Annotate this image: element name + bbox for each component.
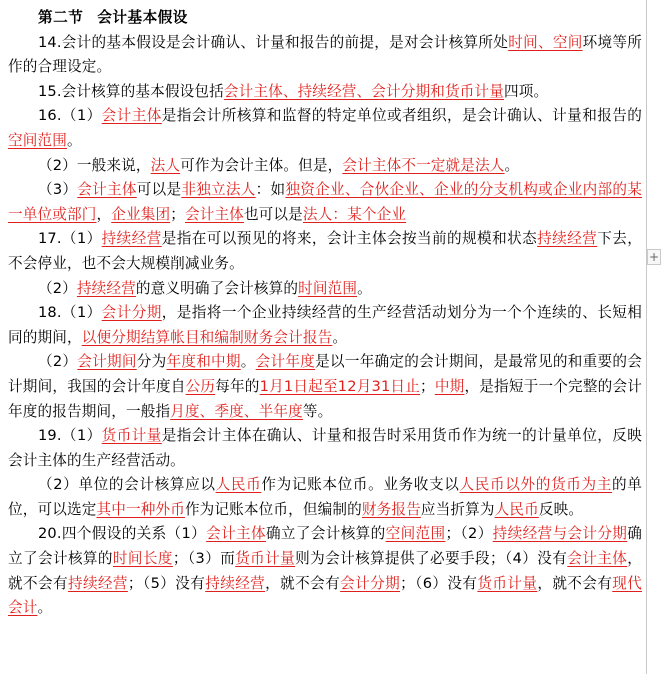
highlighted-term: 独资企业、合伙企业、企业的分支机构或企业内部的某一单位或部门 bbox=[8, 181, 642, 223]
paragraph bbox=[8, 104, 642, 153]
paragraph bbox=[8, 350, 642, 424]
highlighted-term: 会计期间 bbox=[77, 353, 137, 371]
highlighted-term: 月度、季度、半年度 bbox=[170, 402, 303, 420]
highlighted-term: 货币计量 bbox=[235, 550, 296, 568]
text-run: 。 bbox=[240, 353, 256, 371]
highlighted-term: 持续经营 bbox=[101, 230, 162, 248]
paragraph bbox=[8, 178, 642, 227]
text-run: 确立了会计核算的 bbox=[8, 525, 643, 568]
text-run: ，就不会有 bbox=[537, 574, 613, 592]
text-run: 反映。 bbox=[538, 500, 584, 518]
highlighted-term: 持续经营 bbox=[537, 230, 598, 248]
text-run: 则为会计核算提供了必要手段；（4）没有 bbox=[295, 550, 568, 568]
text-run: 环境等所作的合理设定。 bbox=[8, 33, 642, 76]
text-run: ；（6）没有 bbox=[400, 574, 478, 592]
text-run: ； bbox=[420, 377, 435, 395]
highlighted-term: 企业集团 bbox=[111, 205, 171, 223]
text-run: ：如 bbox=[255, 181, 286, 199]
highlighted-term: 公历 bbox=[185, 377, 216, 395]
highlighted-term: 空间范围 bbox=[8, 131, 67, 149]
highlighted-term: 货币计量 bbox=[101, 427, 162, 445]
section-title: 会计基本假设 bbox=[97, 9, 188, 26]
text-run: 是以一年确定的会计期间，是最常见的和重要的会计期间，我国的会计年度自 bbox=[8, 353, 642, 395]
text-run: 的单位，可以选定 bbox=[8, 476, 642, 518]
text-run: 20.四个假设的关系（1） bbox=[38, 525, 207, 543]
text-run: （3） bbox=[38, 181, 78, 199]
highlighted-term: 1月1日起至12月31日止 bbox=[259, 377, 421, 395]
paragraph bbox=[8, 522, 642, 620]
text-run: ， bbox=[96, 205, 112, 223]
text-run: 分为 bbox=[136, 353, 167, 371]
paragraph bbox=[8, 31, 642, 80]
highlighted-term: 持续经营 bbox=[76, 279, 136, 297]
text-run: ；（5）没有 bbox=[127, 574, 206, 592]
text-run: 14.会计的基本假设是会计确认、计量和报告的前提，是对会计核算所处 bbox=[38, 33, 509, 51]
text-run: （2） bbox=[38, 279, 77, 297]
text-run: 。 bbox=[66, 131, 82, 149]
text-run: 19.（1） bbox=[38, 427, 102, 445]
text-run: 。 bbox=[37, 599, 53, 617]
section-number: 第二节 bbox=[38, 9, 84, 26]
highlighted-term: 其中一种外币 bbox=[96, 500, 185, 518]
text-run: 可作为会计主体。但是， bbox=[180, 156, 343, 174]
text-run: ；（2） bbox=[445, 525, 493, 543]
text-run: （2） bbox=[38, 353, 78, 371]
paragraph bbox=[8, 277, 642, 302]
text-run: ，是指将一个企业持续经营的生产经营活动划分为一个个连续的、长短相同的期间， bbox=[8, 304, 642, 346]
highlighted-term: 现代会计 bbox=[8, 574, 642, 617]
highlighted-term: 持续经营与会计分期 bbox=[492, 525, 628, 543]
highlighted-term: 时间范围 bbox=[298, 279, 358, 297]
paragraph bbox=[8, 80, 642, 105]
highlighted-term: 法人 bbox=[150, 156, 181, 174]
highlighted-term: 会计主体不一定就是法人 bbox=[342, 156, 505, 174]
section-heading bbox=[8, 6, 642, 31]
text-run: （2）一般来说， bbox=[38, 156, 151, 174]
highlighted-term: 会计年度 bbox=[255, 353, 316, 371]
highlighted-term: 时间、空间 bbox=[508, 33, 583, 51]
highlighted-term: 非独立法人 bbox=[181, 181, 256, 199]
text-run: （2）单位的会计核算应以 bbox=[38, 476, 216, 494]
highlighted-term: 人民币 bbox=[494, 500, 539, 518]
text-run: ； bbox=[170, 205, 185, 223]
margin-line bbox=[646, 0, 647, 674]
paragraph bbox=[8, 473, 642, 522]
text-run: 应当折算为 bbox=[420, 500, 495, 518]
paragraph bbox=[8, 424, 642, 473]
highlighted-term: 会计分期 bbox=[101, 304, 162, 322]
highlighted-term: 会计主体 bbox=[101, 107, 162, 125]
highlighted-term: 年度和中期 bbox=[166, 353, 241, 371]
highlighted-term: 会计主体 bbox=[567, 550, 628, 568]
text-run: ，就不会有 bbox=[8, 550, 642, 592]
text-run: 确立了会计核算的 bbox=[265, 525, 386, 543]
text-run: 是指会计所核算和监督的特定单位或者组织，是会计确认、计量和报告的 bbox=[161, 107, 642, 125]
paragraph bbox=[8, 227, 642, 276]
text-run: 17.（1） bbox=[38, 230, 102, 248]
text-run: 下去，不会停业，也不会大规模削减业务。 bbox=[8, 230, 642, 272]
highlighted-term: 会计主体 bbox=[184, 205, 244, 223]
text-run: 的意义明确了会计核算的 bbox=[135, 279, 299, 297]
text-run: ，就不会有 bbox=[265, 574, 341, 592]
text-run: 18.（1） bbox=[38, 304, 102, 322]
highlighted-term: 时间长度 bbox=[112, 550, 173, 568]
text-run: 。 bbox=[504, 156, 520, 174]
text-run: 15.会计核算的基本假设包括 bbox=[38, 82, 224, 100]
text-run: 作为记账本位币。业务收支以 bbox=[261, 476, 460, 494]
text-run: 也可以是 bbox=[243, 205, 303, 223]
text-run: 可以是 bbox=[136, 181, 182, 199]
text-run: 是指在可以预见的将来，会计主体会按当前的规模和状态 bbox=[161, 230, 538, 248]
expand-plus-icon[interactable]: + bbox=[648, 250, 660, 264]
highlighted-term: 财务报告 bbox=[361, 500, 421, 518]
highlighted-term: 以便分期结算帐目和编制财务会计报告 bbox=[81, 328, 333, 346]
highlighted-term: 持续经营 bbox=[67, 574, 128, 592]
paragraph-list bbox=[8, 31, 642, 621]
document-body bbox=[8, 6, 642, 621]
text-run: 等。 bbox=[302, 402, 333, 420]
highlighted-term: 货币计量 bbox=[477, 574, 538, 592]
text-run: 四项。 bbox=[503, 82, 549, 100]
paragraph bbox=[8, 301, 642, 350]
text-run: 每年的 bbox=[215, 377, 260, 395]
highlighted-term: 会计主体、持续经营、会计分期和货币计量 bbox=[223, 82, 504, 100]
highlighted-term: 持续经营 bbox=[205, 574, 266, 592]
text-run: 。 bbox=[332, 328, 348, 346]
text-run: ；（3）而 bbox=[172, 550, 236, 568]
highlighted-term: 会计主体 bbox=[206, 525, 266, 543]
text-run: 。 bbox=[357, 279, 372, 297]
text-run: 是指会计主体在确认、计量和报告时采用货币作为统一的计量单位，反映会计主体的生产经营活动。 bbox=[8, 427, 642, 469]
highlighted-term: 人民币 bbox=[215, 476, 262, 494]
highlighted-term: 会计分期 bbox=[340, 574, 401, 592]
highlighted-term: 中期 bbox=[434, 377, 465, 395]
highlighted-term: 法人：某个企业 bbox=[302, 205, 407, 223]
paragraph bbox=[8, 154, 642, 179]
highlighted-term: 空间范围 bbox=[385, 525, 446, 543]
text-run: 作为记账本位币，但编制的 bbox=[184, 500, 362, 518]
text-run: ，是指短于一个完整的会计年度的报告期间，一般指 bbox=[8, 377, 642, 420]
highlighted-term: 人民币以外的货币为主 bbox=[459, 476, 612, 494]
highlighted-term: 会计主体 bbox=[77, 181, 137, 199]
text-run: 16.（1） bbox=[38, 107, 102, 125]
